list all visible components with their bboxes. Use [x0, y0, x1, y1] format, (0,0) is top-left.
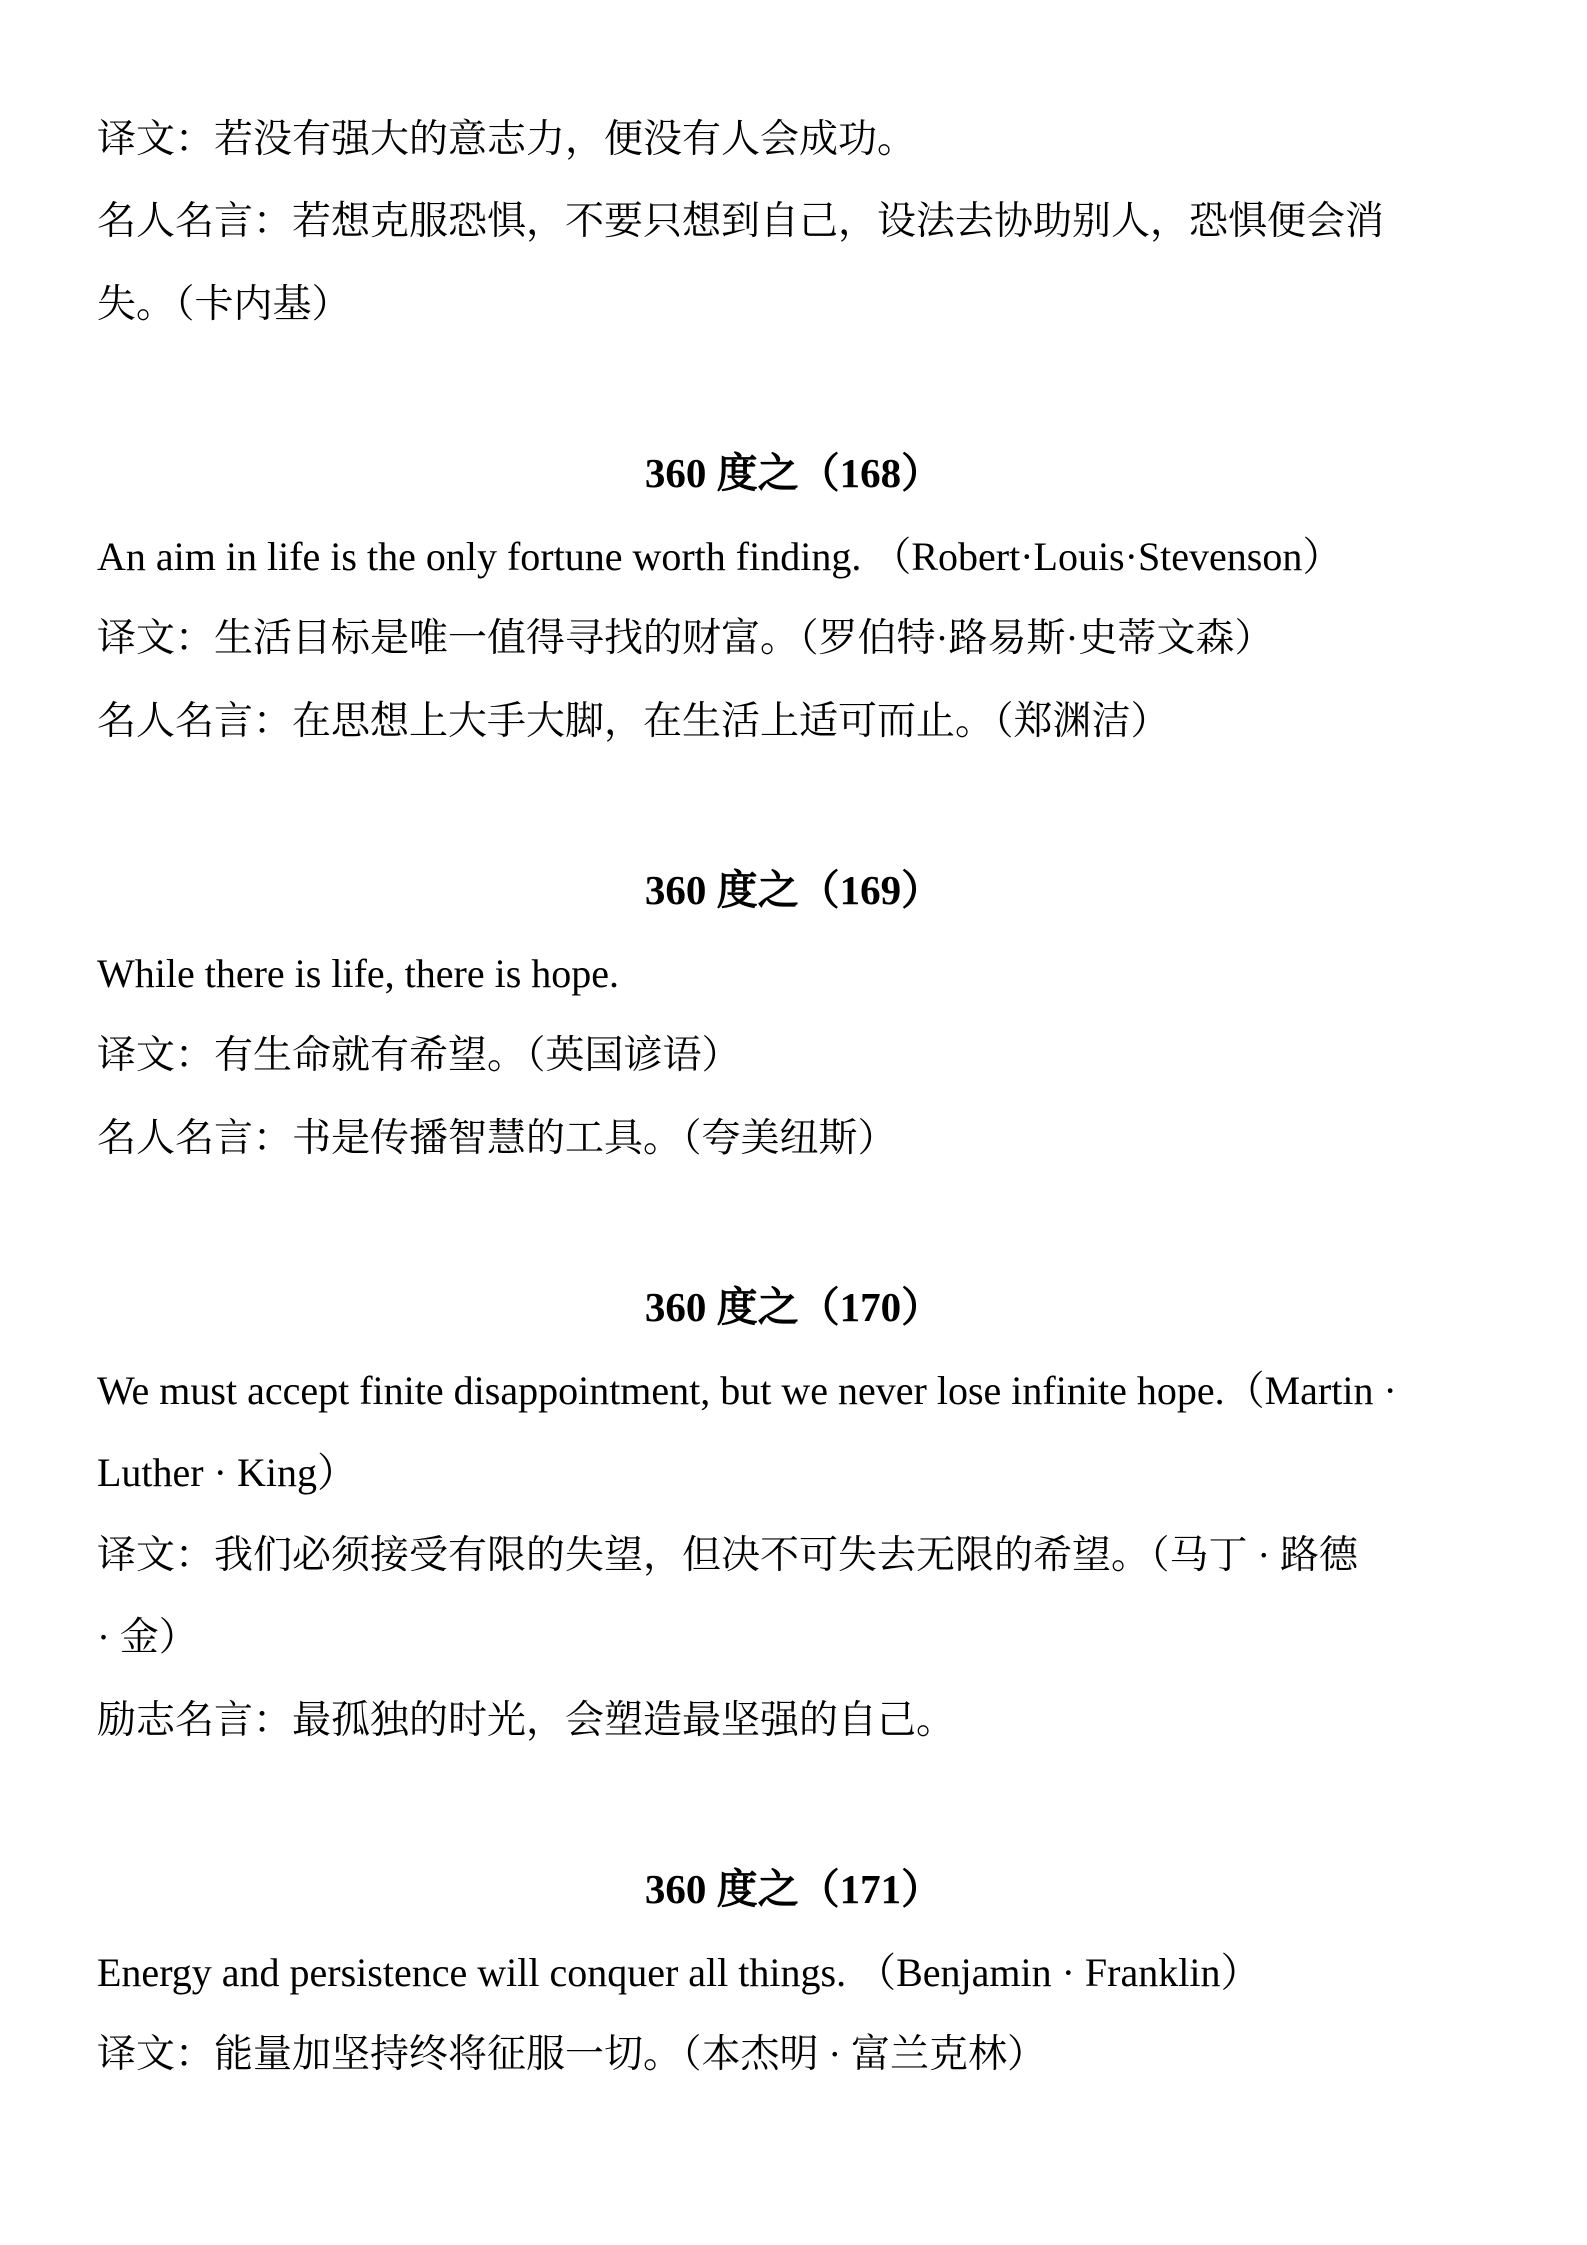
section-heading-170: 360 度之（170） [644, 1284, 943, 1330]
english-quote: We must accept finite disappointment, but we never lose infinite hope.（Martin · [97, 1368, 1397, 1413]
section-heading-168: 360 度之（168） [644, 450, 943, 496]
english-quote: An aim in life is the only fortune worth finding. （Robert·Louis·Stevenson） [97, 534, 1343, 579]
translation-line: 译文：有生命就有希望。（英国谚语） [97, 1034, 741, 1077]
famous-quote-line: 失。（卡内基） [97, 283, 351, 326]
famous-quote-line: 名人名言：若想克服恐惧，不要只想到自己，设法去协助别人，恐惧便会消 [97, 200, 1385, 243]
english-quote: Energy and persistence will conquer all things. （Benjamin · Franklin） [97, 1950, 1261, 1995]
english-quote: While there is life, there is hope. [97, 951, 620, 996]
section-heading-169: 360 度之（169） [644, 867, 943, 913]
section-heading-171: 360 度之（171） [644, 1866, 943, 1912]
translation-line: · 金） [97, 1616, 198, 1659]
english-quote: Luther · King） [97, 1450, 357, 1495]
translation-line: 译文：若没有强大的意志力，便没有人会成功。 [97, 118, 917, 161]
translation-line: 译文：生活目标是唯一值得寻找的财富。（罗伯特·路易斯·史蒂文森） [97, 617, 1274, 660]
famous-quote-line: 名人名言：在思想上大手大脚，在生活上适可而止。（郑渊洁） [97, 700, 1170, 743]
translation-line: 译文：我们必须接受有限的失望，但决不可失去无限的希望。（马丁 · 路德 [97, 1534, 1358, 1577]
inspirational-quote-line: 励志名言：最孤独的时光，会塑造最坚强的自己。 [97, 1699, 956, 1742]
famous-quote-line: 名人名言：书是传播智慧的工具。（夸美纽斯） [97, 1117, 897, 1160]
translation-line: 译文：能量加坚持终将征服一切。（本杰明 · 富兰克林） [97, 2033, 1046, 2076]
